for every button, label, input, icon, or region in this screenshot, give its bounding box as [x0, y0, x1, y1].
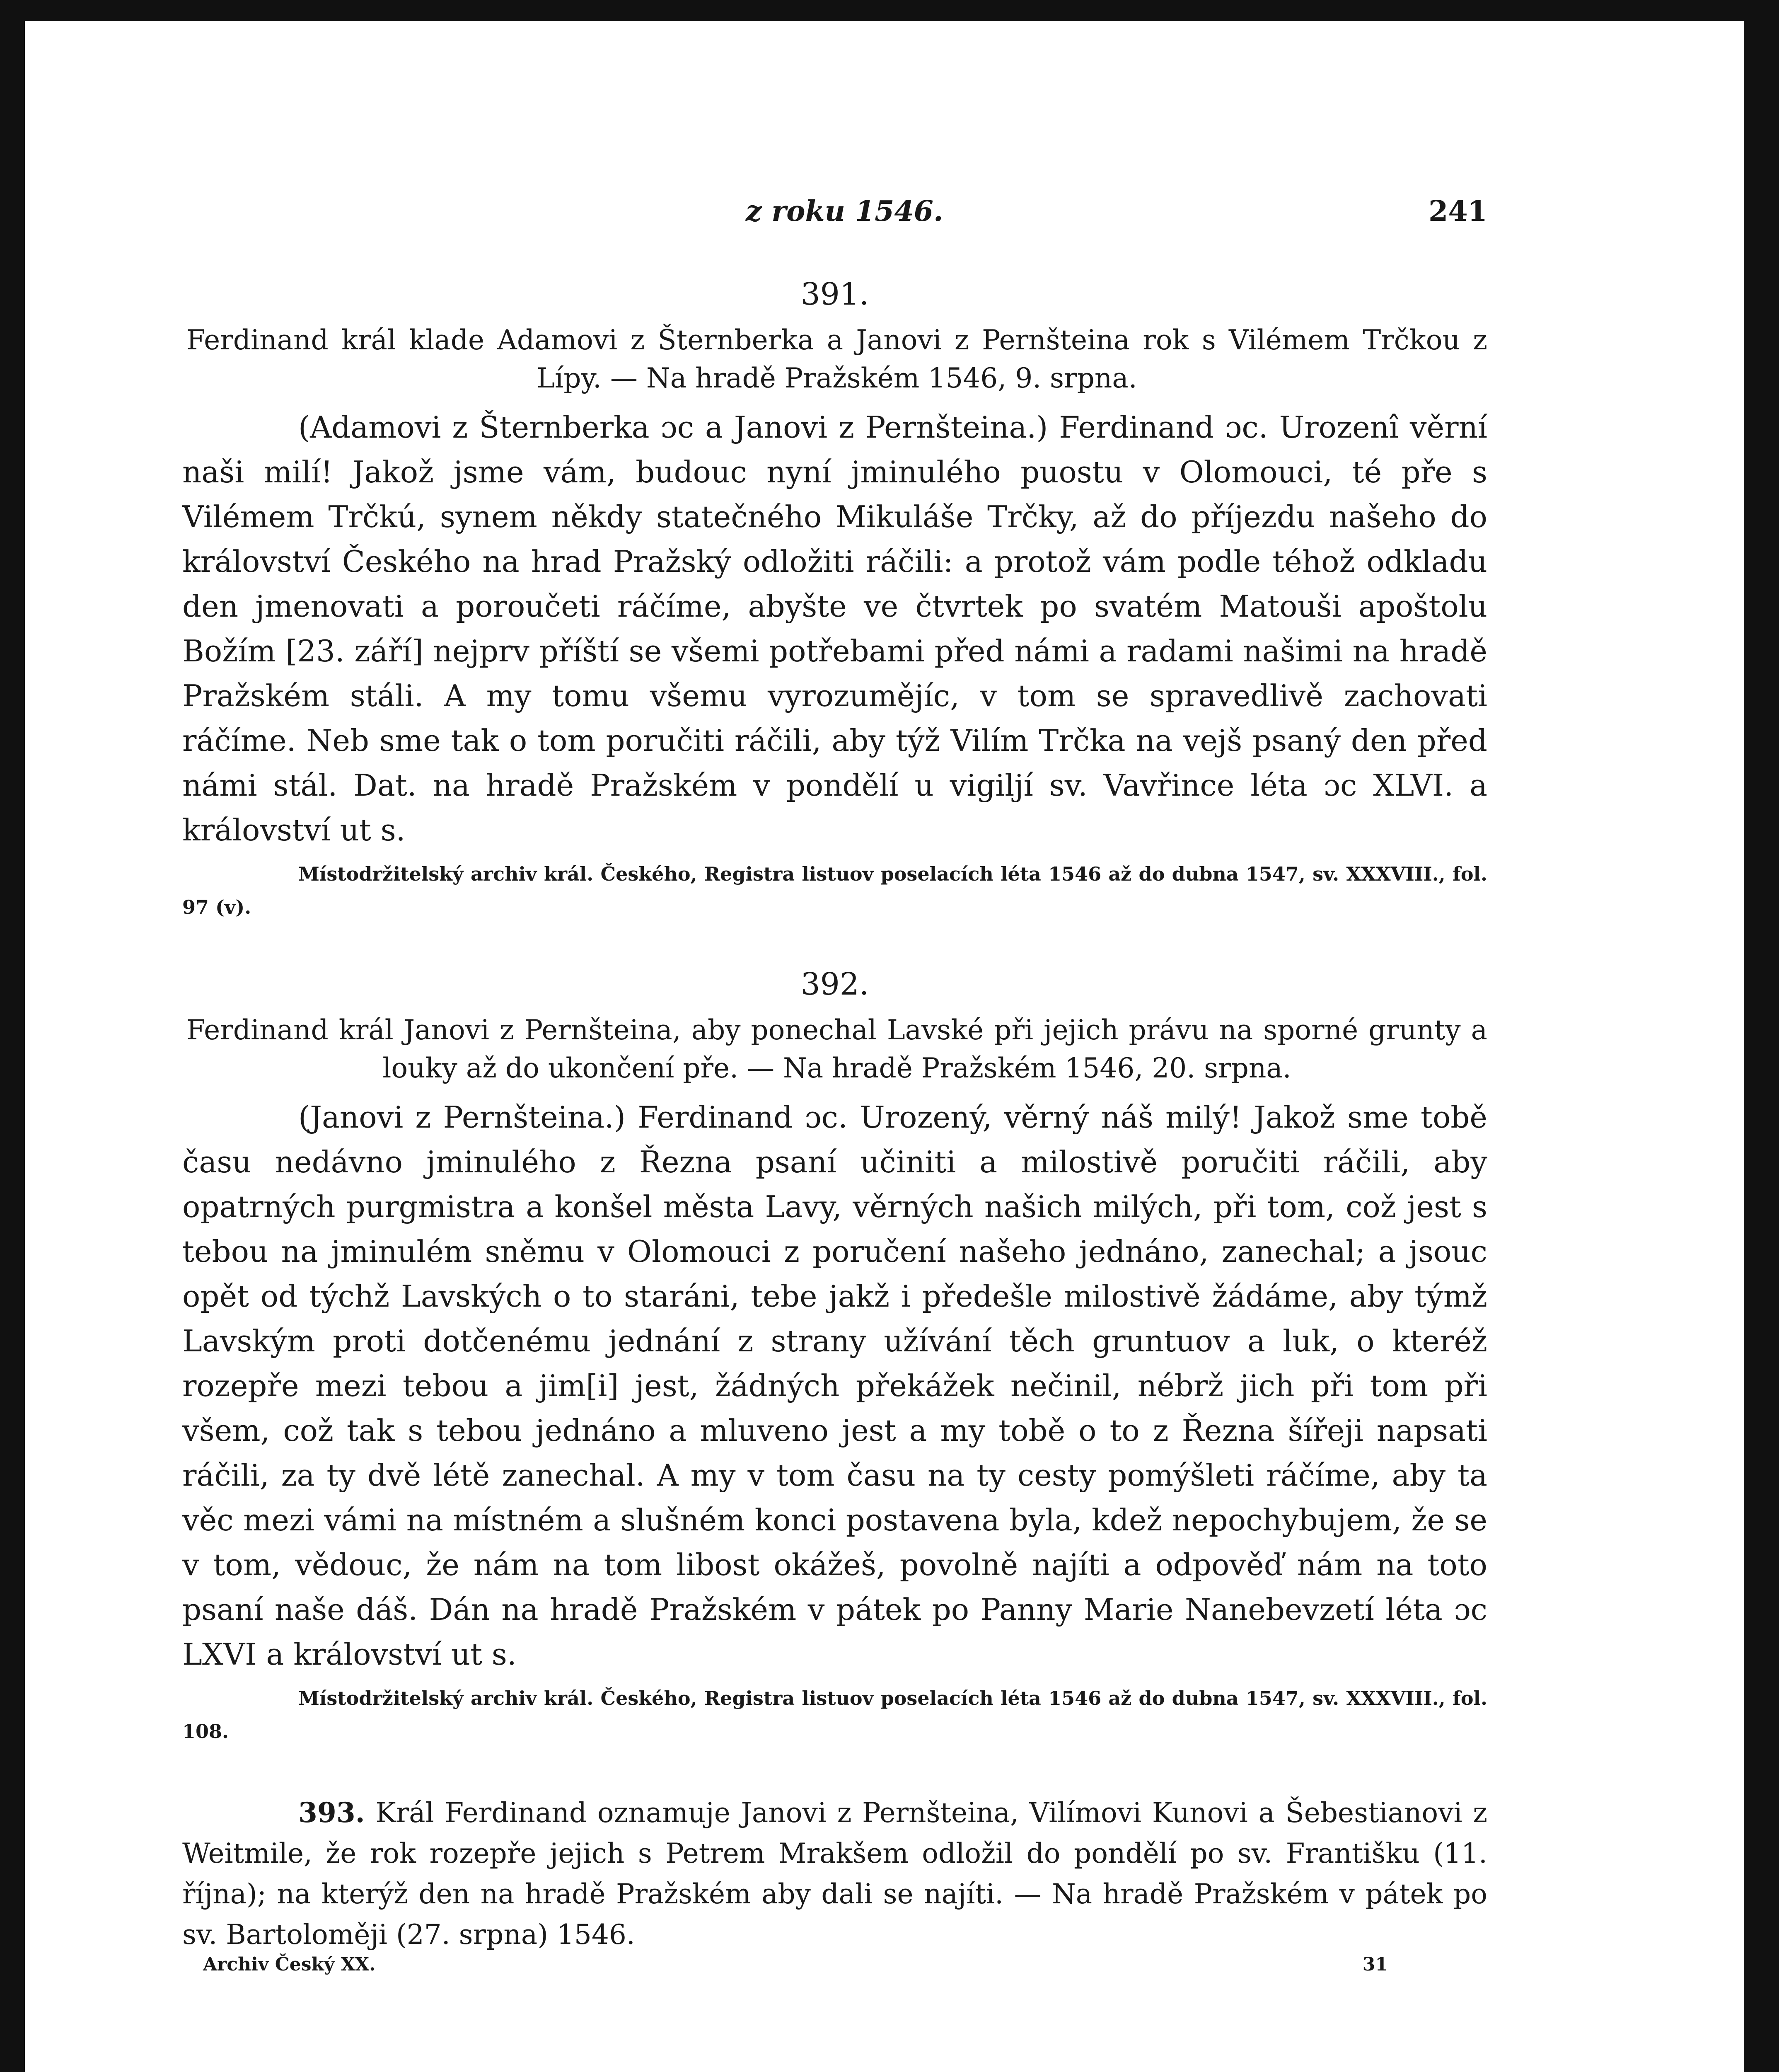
- document-393: [182, 1792, 1487, 1955]
- scan-border-top: [0, 0, 1779, 21]
- page-number: 241: [1429, 195, 1487, 228]
- document-391: [182, 276, 1487, 924]
- running-head-title: z roku 1546.: [746, 195, 943, 228]
- document-body: (Adamovi z Šternberka ɔc a Janovi z Pernšteina.) Ferdinand ɔc. Urozenî věrní naši milí! Jakož jsme vám, budouc nyní jminulého puostu v Olomouci, té pře s Vilémem Trčkú, synem někdy statečného Mikuláše Trčky, až do příjezdu našeho do království Českého na hrad Pražský odložiti ráčili: a protož vám podle téhož odkladu den jmenovati a poroučeti ráčíme, abyšte ve čtvrtek po svatém Matouši apoštolu Božím [23. září] nejprv příští se všemi potřebami před námi a radami našimi na hradě Pražském stáli. A my tomu všemu vyrozumějíc, v tom se spravedlivě zachovati ráčíme. Neb sme tak o tom poručiti ráčili, aby týž Vilím Trčka na vejš psaný den před námi stál. Dat. na hradě Pražském v pondělí u vigiljí sv. Vavřince léta ɔc XLVI. a království ut s.: [182, 410, 1487, 847]
- sheet-number: 31: [1362, 1954, 1388, 1975]
- signature-mark: Archiv Český XX.: [203, 1954, 376, 1975]
- document-source: Místodržitelský archiv král. Českého, Registra listuov poselacích léta 1546 až do dubna 1547, sv. XXXVIII., fol. 108.: [182, 1687, 1487, 1743]
- scan-border-left: [0, 0, 25, 2072]
- document-source: Místodržitelský archiv král. Českého, Registra listuov poselacích léta 1546 až do dubna 1547, sv. XXXVIII., fol. 97 (v).: [182, 863, 1487, 918]
- document-body: (Janovi z Pernšteina.) Ferdinand ɔc. Urozený, věrný náš milý! Jakož sme tobě času nedávno jminulého z Řezna psaní učiniti a milostivě poručiti ráčili, aby opatrných purgmistra a konšel města Lavy, věrných našich milých, při tom, což jest s tebou na jminulém sněmu v Olomouci z poručení našeho jednáno, zanechal; a jsouc opět od týchž Lavských o to staráni, tebe jakž i předešle milostivě žádáme, aby týmž Lavským proti dotčenému jednání z strany užívání těch gruntuov a luk, o kteréž rozepře mezi tebou a jim[i] jest, žádných překážek nečinil, nébrž jich při tom při všem, což tak s tebou jednáno a mluveno jest a my tobě o to z Řezna šířeji napsati ráčili, za ty dvě létě zanechal. A my v tom času na ty cesty pomýšleti ráčíme, aby ta věc mezi vámi na místném a slušném konci postavena byla, kdež nepochybujem, že se v tom, vědouc, že nám na tom libost okážeš, povolně najíti a odpověď nám na toto psaní naše dáš. Dán na hradě Pražském v pátek po Panny Marie Nanebevzetí léta ɔc LXVI a království ut s.: [182, 1100, 1487, 1672]
- entry-number: 393.: [298, 1796, 365, 1829]
- entry-text: Král Ferdinand oznamuje Janovi z Pernšteina, Vilímovi Kunovi a Šebestianovi z Weitmile, že rok rozepře jejich s Petrem Mrakšem odložil do pondělí po sv. Františku (11. října); na kterýž den na hradě Pražském aby dali se najíti. — Na hradě Pražském v pátek po sv. Bartoloměji (27. srpna) 1546.: [182, 1797, 1487, 1951]
- document-number: 391.: [800, 276, 869, 312]
- scan-border-right: [1744, 0, 1779, 2072]
- document-392: [182, 966, 1487, 1748]
- document-number: 392.: [800, 966, 869, 1002]
- entry-393-paragraph: [182, 1792, 1487, 1955]
- document-heading: Ferdinand král klade Adamovi z Šternberka a Janovi z Pernšteina rok s Vilémem Trčkou z Lípy. — Na hradě Pražském 1546, 9. srpna.: [186, 324, 1487, 394]
- running-head: [182, 195, 1487, 232]
- page-footer: [203, 1954, 1388, 1983]
- document-heading: Ferdinand král Janovi z Pernšteina, aby ponechal Lavské při jejich právu na sporné grunty a louky až do ukončení pře. — Na hradě Pražském 1546, 20. srpna.: [186, 1014, 1487, 1084]
